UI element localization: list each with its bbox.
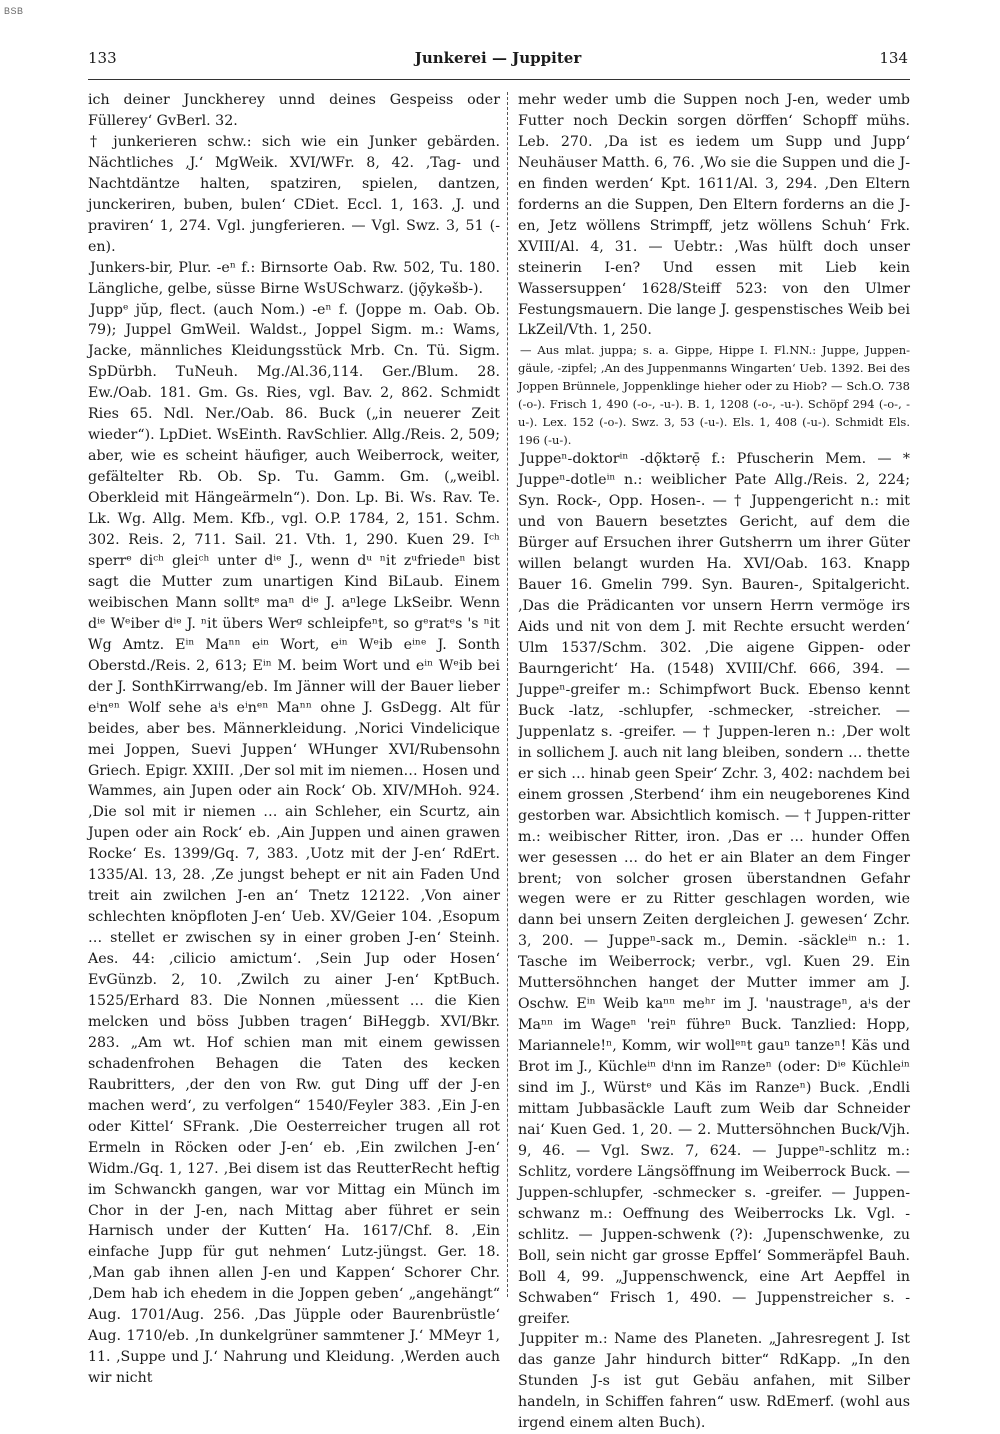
page-number-right: 134	[879, 49, 908, 67]
library-watermark: BSB	[4, 6, 24, 16]
header-rule	[88, 79, 910, 80]
running-title: Junkerei — Juppiter	[414, 49, 582, 67]
etymology-note: — Aus mlat. juppa; s. a. Gippe, Hippe I. Fl.NN.: Juppe, Juppen-gäule, -zipfel; ‚An des Juppenmanns Wingarten‘ Ueb. 1392. Bei des Joppen Brünnele, Joppenklinge hieher oder zu Hiob? — Sch.O. 738 (-o-). Frisch 1, 490 (-o-, -u-). B. 1, 1208 (-o-, -u-). Schöpf 294 (-o-, -u-). Lex. 152 (-o-). Swz. 3, 53 (-u-). Els. 1, 408 (-u-). Schmidt Els. 196 (-u-).	[518, 343, 910, 448]
paragraph-junkerei-cont: ich deiner Junckherey unnd deines Gespeiss oder Füllerey‘ GvBerl. 32.	[88, 92, 500, 129]
paragraph-juppe-cont: mehr weder umb die Suppen noch J-en, weder umb Futter noch Deckin sorgen dörffen‘ Schopff mühs. Leb. 270. ‚Da ist es iedem um Supp und Jupp‘ Neuhäuser Matth. 6, 76. ‚Wo sie die Suppen und die J-en finden werden‘ Kpt. 1611/Al. 3, 294. ‚Den Eltern forderns an die Suppen, Den Eltern forderns an die J-en, Jetz wöllens Strimpff, jetz wöllens Schuh‘ Frk. XVIII/Al. 4, 31. — Uebtr.: ‚Was hülft doch unser steinerin I-en? Und essen mit Lieb kein Wassersuppen‘ 1628/Steiff 523: von den Ulmer Festungsmauern. Die lange J. gespenstisches Weib bei LkZeil/Vth. 1, 250.	[518, 92, 910, 339]
entry-juppen-compounds: Juppeⁿ-doktorⁱⁿ -dǫ̃ktərẹ̄ f.: Pfuscherin Mem. — * Juppeⁿ-dotleⁱⁿ n.: weiblicher Pate Allg./Reis. 2, 224; Syn. Rock-, Opp. Hosen-. — † Juppengericht n.: mit und von Bauern besetztes Gericht, auf dem die Bürger auf Ersuchen ihrer Gutsherrn um ihrer Güter willen belangt wurden Ha. XVI/Oab. 163. Knapp Bauer 16. Gmelin 799. Syn. Bauren-, Spitalgericht. ‚Das die Prädicanten vor unsern Herrn vermöge irs Aids und nit von dem J. mit Rechte ersucht werden‘ Ulm 1537/Schm. 302. ‚Die aigene Gippen- oder Baurngericht‘ Ha. (1548) XVIII/Chf. 666, 394. — Juppeⁿ-greifer m.: Schimpfwort Buck. Ebenso kennt Buck -latz, -schlupfer, -schmecker, -streicher. — Juppenlatz s. -greifer. — † Juppen-leren n.: ‚Der wolt in sollichem J. auch nit lang bleiben, sondern … thette er sich … hinab geen Speir‘ Zchr. 3, 402: nachdem bei einem grossen ‚Sterbend‘ ihm ein neugeborenes Kind gestorben war. Absichtlich komisch. — † Juppen-ritter m.: weibischer Ritter, iron. ‚Das er … hunder Offen wer gesessen … do het er ain Blater an dem Finger brent; von solcher grosen überstandnen Gefahr wegen were er zu Ritter geschlagen worden, wie dann bei unsern Zeiten dergleichen J. gewesen‘ Zchr. 3, 200. — Juppeⁿ-sack m., Demin. -säckleⁱⁿ n.: 1. Tasche im Weiberrock; verbr., vgl. Kuen 29. Ein Muttersöhnchen hanget der Mutter immer am J. Oschw. Eⁱⁿ Weib kaⁿⁿ meʰʳ im J. 'naustrageⁿ, aⁱs der Maⁿⁿ im Wageⁿ 'reiⁿ führeⁿ Buck. Tanzlied: Hopp, Mariannele!ⁿ, Komm, wir wollᵉⁿt gauⁿ tanzeⁿ! Käs und Brot im J., Küchleⁱⁿ dⁱnn im Ranzeⁿ (oder: Dⁱᵉ Küchleⁱⁿ sind im J., Würstᵉ und Käs im Ranzeⁿ) Buck. ‚Endli mittam Jubbasäckle Lauft zum Weib dar Schneider nai‘ Kuen Ged. 1, 20. — 2. Muttersöhnchen Buck/Vjh. 9, 46. — Vgl. Swz. 7, 624. — Juppeⁿ-schlitz m.: Schlitz, vordere Längsöffnung im Weiberrock Buck. — Juppen-schlupfer, -schmecker s. -greifer. — Juppen-schwanz m.: Oeffnung des Weiberrocks Lk. Vgl. -schlitz. — Juppen-schwenk (?): ‚Jupenschwenke, zu Boll, sein nicht gar grosse Epffel‘ Sommeräpfel Bauh. Boll 4, 99. „Juppenschwenck, eine Art Aepffel in Schwaben“ Frisch 1, 490. — Juppenstreicher s. -greifer.	[518, 451, 910, 1327]
page-number-left: 133	[88, 49, 117, 67]
column-divider	[507, 92, 508, 1297]
entry-junkers-bir: Junkers-bir, Plur. -eⁿ f.: Birnsorte Oab. Rw. 502, Tu. 180. Längliche, gelbe, süsse Birne WsUSchwarz. (jǫ̃ykəšb-).	[88, 259, 500, 297]
left-column	[88, 90, 500, 1389]
entry-juppiter: Juppiter m.: Name des Planeten. „Jahresregent J. Ist das ganze Jahr hindurch bitter“ RdKapp. „In den Stunden J-s ist gut Gebäu anfahen, mit Silber handeln, in Schiffen fahren“ usw. RdEmerf. (wohl aus irgend einem alten Buch).	[518, 1331, 910, 1432]
right-column	[518, 90, 910, 1434]
entry-junkerieren: † junkerieren schw.: sich wie ein Junker gebärden. Nächtliches ‚J.‘ MgWeik. XVI/WFr. 8, 42. ‚Tag- und Nachtdäntze halten, spatziren, spielen, dantzen, junckeriren, buben, bulen‘ CDiet. Eccl. 1, 163. ‚J. und praviren‘ 1, 274. Vgl. jungferieren. — Vgl. Swz. 3, 51 (-en).	[88, 133, 500, 255]
page-header	[88, 49, 908, 73]
entry-juppe: Juppᵉ jŭp, flect. (auch Nom.) -eⁿ f. (Joppe m. Oab. Ob. 79); Juppel GmWeil. Waldst., Joppel Sigm. m.: Wams, Jacke, männliches Kleidungsstück Mrb. Cn. Tü. Sigm. SpDürbh. TuNeuh. Mg./Al.36,114. Ger./Blum. 28. Ew./Oab. 181. Gm. Gs. Ries, vgl. Bav. 2, 862. Schmidt Ries 65. Ndl. Ner./Oab. 86. Buck („in neuerer Zeit wieder“). LpDiet. WsEinth. RavSchlier. Allg./Reis. 2, 509; aber, wie es scheint häufiger, auch Weiberrock, weiter, gefältelter Rb. Ob. Sp. Tu. Gamm. Gm. („weibl. Oberkleid mit Hängeärmeln“). Don. Lp. Bi. Ws. Rav. Te. Lk. Wg. Allg. Mem. Kfb., vgl. O.P. 1784, 2, 151. Schm. 302. Reis. 2, 711. Sail. 21. Vth. 1, 290. Kuen 29. Iᶜʰ sperrᵉ diᶜʰ gleiᶜʰ unter dⁱᵉ J., wenn dᵘ ⁿit zᵘfriedeⁿ bist sagt die Mutter zum unartigen Kind BiLaub. Einem weibischen Mann solltᵉ maⁿ dⁱᵉ J. aⁿlege LkSeibr. Wenn dⁱᵉ Wᵉiber dⁱᵉ J. ⁿit übers Werᵍ schleipfeⁿt, so gᵉratᵉs 's ⁿit Wg Amtz. Eⁱⁿ Maⁿⁿ eⁱⁿ Wort, eⁱⁿ Wᵉib eⁱⁿᵉ J. Sonth Oberstd./Reis. 2, 613; Eⁱⁿ M. beim Wort und eⁱⁿ Wᵉib bei der J. SonthKirrwang/eb. Im Jänner will der Bauer lieber eⁱnᵉⁿ Wolf sehe aⁱs eⁱnᵉⁿ Maⁿⁿ ohne J. GsDegg. Alt für beides, aber bes. Männerkleidung. ‚Norici Vindelicique mei Joppen, Suevi Juppen‘ WHunger XVI/Rubensohn Griech. Epigr. XXIII. ‚Der sol mit im niemen… Hosen und Wammes, ain Jupen oder ain Rock‘ Ob. XIV/MHoh. 924. ‚Die sol mit ir niemen … ain Schleher, ein Scurtz, ain Jupen oder ain Rock‘ eb. ‚Ain Juppen und ainen grawen Rocke‘ Es. 1399/Gq. 7, 383. ‚Uotz mit der J-en‘ RdErt. 1335/Al. 13, 28. ‚Ze jungst behept er nit ain Faden Und treit ain zwilchen J-en an‘ Tnetz 12122. ‚Von ainer schlechten knöpfloten J-en‘ Ueb. XV/Geier 104. ‚Esopum … stellet er zwischen sy in einer groben J-en‘ Steinh. Aes. 44: ‚cilicio amictum‘. ‚Sein Jup oder Hosen‘ EvGünzb. 2, 10. ‚Zwilch zu ainer J-en‘ KptBuch. 1525/Erhard 83. Die Nonnen ‚müessent … die Kien melcken und böss Jubben tragen‘ BiHeggb. XVI/Bkr. 283. „Am wt. Hof schien man mit einem gewissen schadenfrohen Behagen die Taten des kecken Raubritters, ‚der den von Rw. gut Ding uff der J-en machen werd‘, zu verfolgen“ 1540/Feyler 383. ‚Ein J-en oder Kittel‘ SFrank. ‚Die Oesterreicher trugen all rot Ermeln in Röcken oder J-en‘ eb. ‚Ein zwilchen J-en‘ Widm./Gq. 1, 127. ‚Bei disem ist das ReutterRecht heftig im Schwanckh gangen, war vor Mittag ein Münch im Chor in der J-en, nach Mittag aber führet er sein Harnisch under der Kutten‘ Ha. 1617/Chf. 8. ‚Ein einfache Jupp für gut nehmen‘ Lutz-jüngst. Ger. 18. ‚Man gab ihnen allen J-en und Kappen‘ Schorer Chr. ‚Dem hab ich ehedem in die Joppen geben‘ „angehängt“ Aug. 1701/Aug. 256. ‚Das Jüpple oder Baurenbrüstle‘ Aug. 1710/eb. ‚In dunkelgrüner sammtener J.‘ MMeyr 1, 11. ‚Suppe und J.‘ Nahrung und Kleidung. ‚Werden auch wir nicht	[88, 301, 500, 1387]
